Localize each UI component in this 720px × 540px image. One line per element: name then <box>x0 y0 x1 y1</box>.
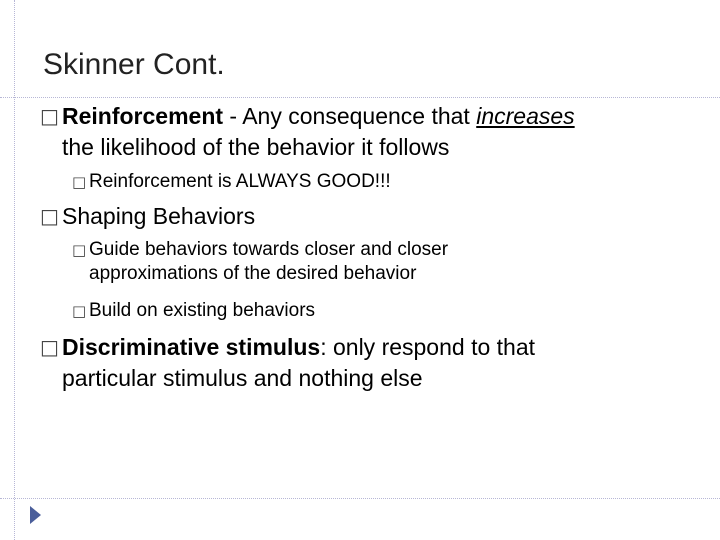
bullet-marker-icon: □ <box>72 302 87 320</box>
bullet-text: Shaping Behaviors <box>62 203 256 229</box>
sub-bullet-text: Build on existing behaviors <box>89 300 316 321</box>
vertical-rule <box>14 0 15 540</box>
bullet-shaping-behaviors <box>40 201 256 232</box>
definition-text: - Any consequence that <box>223 103 477 129</box>
sub-bullet-guide-behaviors <box>72 238 449 286</box>
bullet-marker-icon: □ <box>72 241 87 259</box>
bullet-discriminative-stimulus <box>40 332 536 394</box>
sub-bullet-text: Reinforcement is ALWAYS GOOD!!! <box>89 171 391 192</box>
title-divider <box>0 97 720 98</box>
bullet-marker-icon: □ <box>72 173 87 191</box>
term-reinforcement: Reinforcement <box>62 103 224 129</box>
bullet-marker-icon: □ <box>40 335 59 359</box>
triangle-right-icon <box>30 506 41 524</box>
sub-bullet-build-existing <box>72 299 316 323</box>
term-discriminative-stimulus: Discriminative stimulus <box>62 334 321 360</box>
definition-continuation: particular stimulus and nothing else <box>62 365 423 391</box>
sub-bullet-always-good <box>72 170 391 194</box>
bullet-marker-icon: □ <box>40 204 59 228</box>
footer-divider <box>0 498 720 499</box>
emphasis-increases: increases <box>476 103 575 129</box>
sub-bullet-line-1: Guide behaviors towards closer and closer <box>89 239 449 260</box>
bullet-reinforcement <box>40 101 575 163</box>
definition-text: : only respond to that <box>320 334 536 360</box>
slide-title: Skinner Cont. <box>43 48 225 81</box>
definition-continuation: the likelihood of the behavior it follows <box>62 134 450 160</box>
bullet-marker-icon: □ <box>40 104 59 128</box>
sub-bullet-line-2: approximations of the desired behavior <box>89 263 417 284</box>
